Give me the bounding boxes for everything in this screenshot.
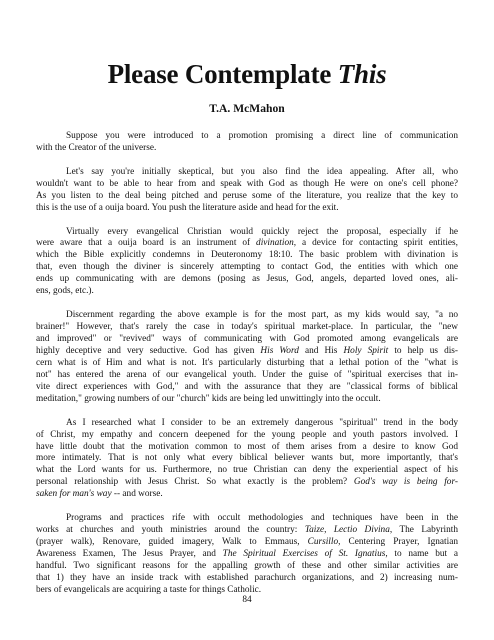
text-line: vite direct experiences with God," and with the assurance that they are "classical forms of biblical xyxy=(36,381,458,392)
emphasis-text: Holy Spirit xyxy=(343,345,389,356)
author-byline: T.A. McMahon xyxy=(209,102,285,115)
text-line: with the Creator of the universe. xyxy=(36,142,157,153)
title-main-text: Please Contemplate xyxy=(107,59,338,89)
text-line: and improved" or "revived" ways of communicating with God promoted among evangelicals are xyxy=(36,334,458,345)
text-run: -- and worse. xyxy=(111,489,163,500)
text-line: handful. Two significant reasons for the appalling growth of these and other similar activities are xyxy=(36,561,458,571)
text-run: were aware that a ouija board is an instrument of xyxy=(36,238,257,249)
text-line: what the Lord wants for us. Furthermore, no true Christian can deny the experiential aspect of his xyxy=(36,465,458,476)
text-line: more intimately. That is not only what every biblical believer wants but, more importantly, that's xyxy=(36,453,458,464)
text-run: , The Labyrinth xyxy=(389,525,458,536)
text-line: that 1) they have an inside track with established parachurch organizations, and 2) increasing num- xyxy=(36,572,458,583)
text-run: , a device for contacting spirit entities, xyxy=(293,238,458,249)
emphasis-text: Lectio Divina xyxy=(333,525,390,536)
text-line: Let's say you're initially skeptical, but you also find the idea appealing. After all, who xyxy=(66,166,458,177)
paragraph-6 xyxy=(36,513,458,597)
text-line xyxy=(36,346,458,358)
text-run: , xyxy=(324,525,334,536)
title-italic-word: This xyxy=(337,59,387,89)
paragraph-5 xyxy=(36,418,458,502)
text-line: wouldn't want to be able to hear from and speak with God as though He were on one's cell phone? xyxy=(36,178,458,189)
emphasis-text: Taize xyxy=(304,525,325,536)
text-line: Discernment regarding the above example is for the most part, as my kids would say, "a no xyxy=(66,310,458,321)
page-title xyxy=(0,58,494,90)
emphasis-text: The Spiritual Exercises of St. Ignatius xyxy=(222,549,386,560)
paragraph-3 xyxy=(36,227,458,299)
text-line: ends up communicating with are demons (posing as Jesus, God, angels, departed loved ones, ali- xyxy=(36,274,458,285)
text-line: of Christ, my empathy and concern deepened for the young people and youth pastors involved. I xyxy=(36,429,458,440)
text-line xyxy=(36,238,458,250)
text-line xyxy=(36,525,458,537)
text-line: not" has entered the arena of our evangelical youth. Under the guise of "spiritual exercises that in- xyxy=(36,369,458,380)
article-body xyxy=(36,131,458,609)
text-run: Awareness Examen, The Jesus Prayer, and xyxy=(36,549,223,560)
text-line: have little doubt that the motivation common to most of them arises from a desire to know God xyxy=(36,441,458,452)
text-line: which the Bible explicitly condemns in Deuteronomy 18:10. The basic problem with divination is xyxy=(36,250,458,261)
text-run: to help us dis- xyxy=(388,345,459,356)
text-line xyxy=(36,477,458,489)
text-line: Programs and practices rife with occult methodologies and techniques have been in the xyxy=(66,513,458,524)
text-run: works at churches and youth ministries around the country: xyxy=(36,525,305,536)
text-run: and His xyxy=(298,345,344,356)
text-line: that, even though the diviner is sincerely attempting to contact God, the entities with which one xyxy=(36,262,458,273)
text-line: As I researched what I consider to be an extremely dangerous "spiritual" trend in the body xyxy=(66,417,458,428)
text-line: cern what is of Him and what is not. It's particularly disturbing that a lethal potion of the "what is xyxy=(36,357,458,368)
page-number: 84 xyxy=(242,595,252,605)
text-line: meditation," growing numbers of our "church" kids are being led unwittingly into the occult. xyxy=(36,393,381,404)
text-line xyxy=(36,537,458,549)
text-line xyxy=(36,489,458,501)
text-line: Virtually every evangelical Christian would quickly reject the proposal, especially if he xyxy=(66,226,458,237)
emphasis-text: divination xyxy=(256,238,294,249)
text-line: bers of evangelicals are acquiring a taste for things Catholic. xyxy=(36,584,262,595)
paragraph-1 xyxy=(36,131,458,155)
text-line: As you listen to the deal being pitched and peruse some of the literature, you realize that the key to xyxy=(36,190,458,201)
text-line: Suppose you were introduced to a promotion promising a direct line of communication xyxy=(66,131,458,141)
paragraph-2 xyxy=(36,167,458,215)
text-run: personal relationship with Jesus Christ. So what exactly is the problem? xyxy=(36,477,354,488)
text-run: , to name but a xyxy=(385,549,458,560)
text-line: ens, gods, etc.). xyxy=(36,286,94,297)
emphasis-text: God's way is being for- xyxy=(353,477,458,488)
text-line xyxy=(36,549,458,561)
emphasis-text: His Word xyxy=(260,345,299,356)
emphasis-text: saken for man's way xyxy=(36,489,112,500)
text-run: highly deceptive and very seductive. God has given xyxy=(36,345,261,356)
text-run: (prayer walk), Renovare, guided imagery, Walk to Emmaus, xyxy=(36,537,308,548)
text-run: , Centering Prayer, Ignatian xyxy=(338,537,458,548)
paragraph-4 xyxy=(36,310,458,406)
text-line: brainer!" However, that's rarely the case in today's spiritual market-place. In particular, the "new xyxy=(36,322,458,333)
text-line: this is the use of a ouija board. You push the literature aside and head for the exit. xyxy=(36,202,339,213)
emphasis-text: Cursillo xyxy=(307,537,339,548)
